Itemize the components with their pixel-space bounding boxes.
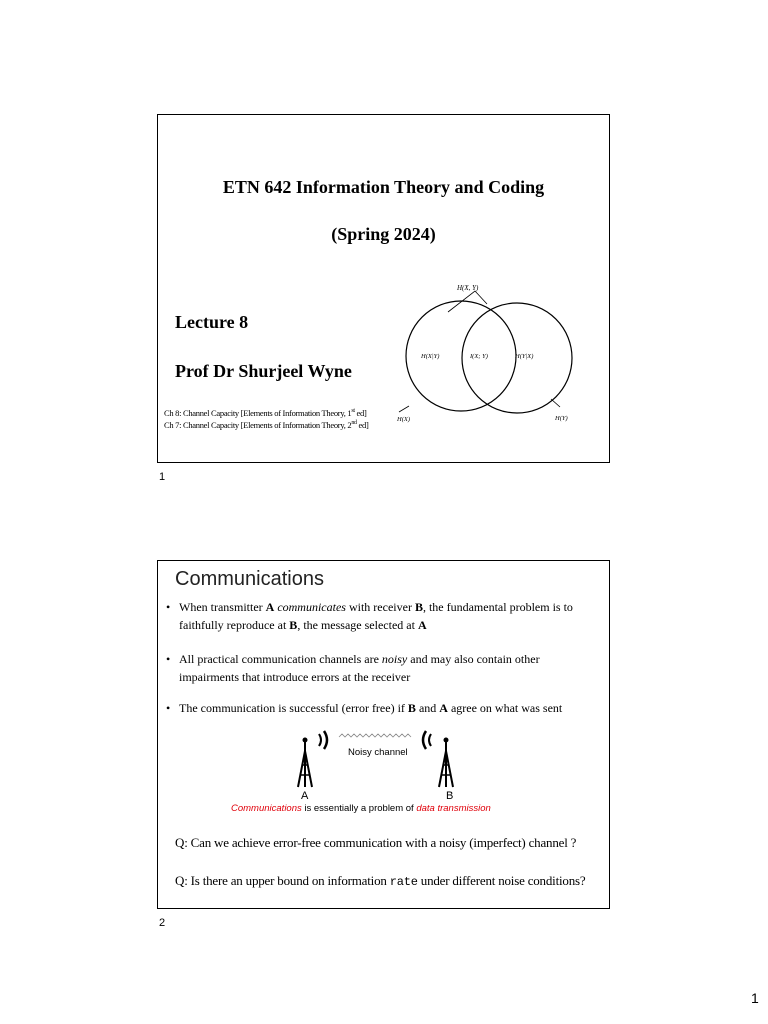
- venn-label-hxy: H(X, Y): [457, 284, 479, 292]
- document-page-number: 1: [751, 990, 759, 1006]
- reference-line-2: Ch 7: Channel Capacity [Elements of Information Theory, 2nd ed]: [164, 419, 369, 430]
- venn-label-hy: H(Y): [555, 415, 568, 422]
- lecture-label: Lecture 8: [175, 312, 249, 332]
- tower-a-icon: [298, 738, 312, 788]
- bullet-3: • The communication is successful (error free) if B and A agree on what was sent: [166, 701, 563, 715]
- label-b: B: [446, 790, 454, 802]
- venn-hy-pointer: [551, 399, 560, 407]
- venn-hx-pointer: [399, 406, 409, 412]
- channel-diagram: [286, 725, 476, 793]
- question-2: Q: Is there an upper bound on information rate under different noise conditions?: [175, 873, 586, 889]
- tower-b-icon: [439, 738, 453, 788]
- venn-diagram: [395, 281, 605, 431]
- bullet-2: • All practical communication channels are noisy and may also contain other impairments that introduce errors at the receiver: [166, 652, 540, 684]
- signal-waves-b-icon: [423, 731, 431, 749]
- label-a: A: [301, 790, 309, 802]
- slide-1-page-number: 1: [159, 471, 166, 483]
- venn-label-hx-given-y: H(X|Y): [421, 353, 440, 360]
- slide-1: [157, 114, 610, 463]
- professor-name: Prof Dr Shurjeel Wyne: [175, 361, 352, 381]
- channel-label: Noisy channel: [348, 747, 408, 758]
- question-1: Q: Can we achieve error-free communication with a noisy (imperfect) channel ?: [175, 835, 577, 850]
- diagram-caption: Communications is essentially a problem of data transmission: [231, 803, 491, 814]
- slide-title: ETN 642 Information Theory and Coding: [222, 177, 545, 197]
- noise-wave-icon: [339, 734, 411, 737]
- slide-2-page-number: 2: [159, 917, 166, 929]
- signal-waves-a-icon: [319, 731, 327, 749]
- slide-2: [157, 560, 610, 909]
- slide-subtitle: (Spring 2024): [331, 224, 436, 244]
- bullet-1: • When transmitter A communicates with receiver B, the fundamental problem is to faithfully reproduce at B, the message selected at A: [166, 600, 573, 632]
- slide-title: Communications: [175, 568, 324, 590]
- venn-label-ixy: I(X; Y): [470, 353, 488, 360]
- venn-label-hy-given-x: H(Y|X): [515, 353, 534, 360]
- venn-label-hx: H(X): [397, 416, 410, 423]
- reference-line-1: Ch 8: Channel Capacity [Elements of Information Theory, 1st ed]: [164, 407, 367, 418]
